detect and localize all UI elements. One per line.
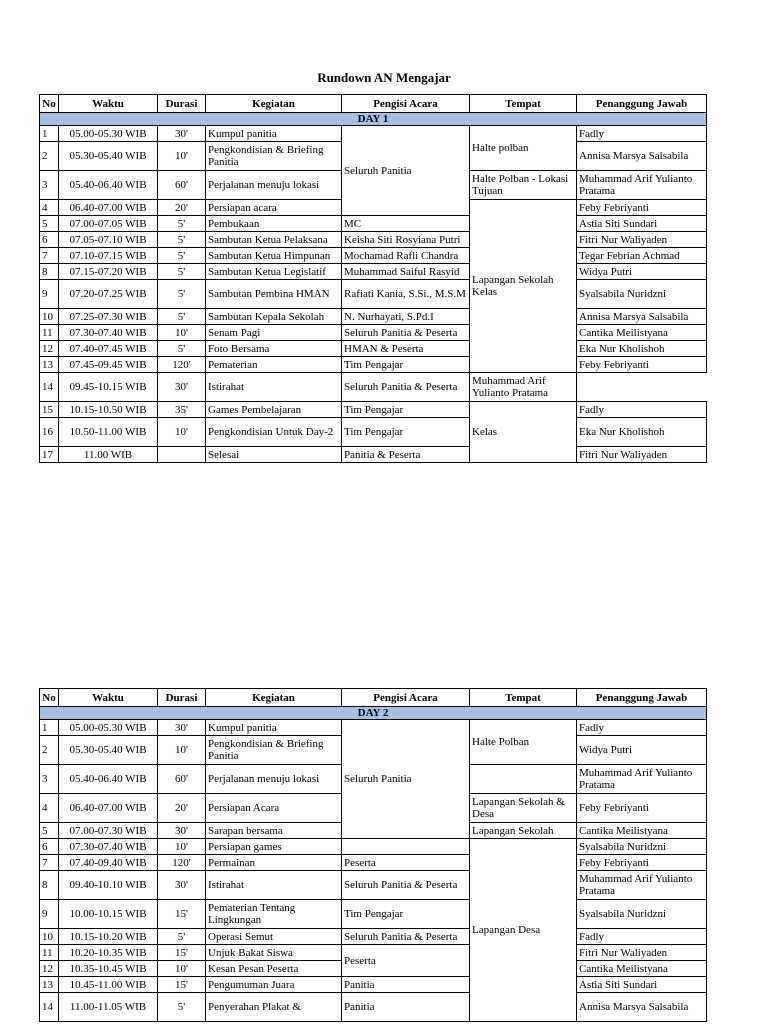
cell-waktu: 10.20-10.35 WIB (59, 945, 158, 961)
cell-durasi: 5' (158, 280, 206, 309)
cell-no: 10 (40, 929, 59, 945)
cell-no: 13 (40, 977, 59, 993)
cell-no: 5 (40, 823, 59, 839)
cell-durasi: 15' (158, 977, 206, 993)
cell-kegiatan: Kumpul panitia (206, 126, 342, 142)
cell-waktu: 11.00 WIB (59, 447, 158, 463)
cell-penanggung-jawab: Widya Putri (577, 736, 707, 765)
table-row (40, 977, 707, 993)
cell-waktu: 10.15-10.20 WIB (59, 929, 158, 945)
cell-kegiatan: Pengkondisian & Briefing Panitia (206, 736, 342, 765)
cell-waktu: 07.30-07.40 WIB (59, 839, 158, 855)
header-kegiatan: Kegiatan (206, 689, 342, 707)
cell-no: 2 (40, 142, 59, 171)
table-row (40, 855, 707, 871)
cell-penanggung-jawab: Astia Siti Sundari (577, 977, 707, 993)
cell-durasi: 35' (158, 402, 206, 418)
cell-pengisi-acara: Seluruh Panitia & Peserta (342, 325, 470, 341)
cell-waktu: 05.40-06.40 WIB (59, 171, 158, 200)
cell-kegiatan: Istirahat (206, 373, 342, 402)
cell-penanggung-jawab: Feby Febriyanti (577, 794, 707, 823)
cell-pengisi-acara: Mochamad Rafli Chandra (342, 248, 470, 264)
day-row (40, 707, 707, 720)
table-header-row (40, 689, 707, 707)
cell-waktu: 10.35-10.45 WIB (59, 961, 158, 977)
cell-durasi: 5' (158, 216, 206, 232)
cell-no: 6 (40, 839, 59, 855)
cell-kegiatan: Perjalanan menuju lokasi (206, 765, 342, 794)
cell-pengisi-acara-empty (342, 839, 470, 855)
cell-waktu: 05.30-05.40 WIB (59, 142, 158, 171)
cell-pengisi-acara: Seluruh Panitia & Peserta (342, 373, 470, 402)
cell-penanggung-jawab: Feby Febriyanti (577, 855, 707, 871)
cell-waktu: 07.40-07.45 WIB (59, 341, 158, 357)
cell-no: 14 (40, 993, 59, 1022)
table-row (40, 232, 707, 248)
cell-pengisi-acara: Muhammad Saiful Rasyid (342, 264, 470, 280)
cell-penanggung-jawab: Fadly (577, 126, 707, 142)
cell-durasi: 15' (158, 900, 206, 929)
cell-penanggung-jawab: Muhammad Arif Yulianto Pratama (577, 171, 707, 200)
cell-waktu: 10.45-11.00 WIB (59, 977, 158, 993)
cell-no: 9 (40, 280, 59, 309)
cell-kegiatan: Istirahat (206, 871, 342, 900)
cell-kegiatan: Games Pembelajaran (206, 402, 342, 418)
cell-durasi: 15' (158, 945, 206, 961)
cell-penanggung-jawab: Annisa Marsya Salsabila (577, 142, 707, 171)
cell-waktu: 05.40-06.40 WIB (59, 765, 158, 794)
cell-tempat: Lapangan Sekolah & Desa (470, 794, 577, 823)
cell-pengisi-acara: Rafiati Kania, S.Si., M.S.M (342, 280, 470, 309)
cell-tempat: Lapangan Sekolah Kelas (470, 200, 577, 373)
cell-pengisi-acara: Tim Pengajar (342, 900, 470, 929)
cell-waktu: 09.45-10.15 WIB (59, 373, 158, 402)
cell-waktu: 05.00-05.30 WIB (59, 720, 158, 736)
cell-tempat: Halte Polban - Lokasi Tujuan (470, 171, 577, 200)
table-row (40, 402, 707, 418)
cell-pengisi-acara: Tim Pengajar (342, 402, 470, 418)
cell-waktu: 07.20-07.25 WIB (59, 280, 158, 309)
cell-waktu: 11.00-11.05 WIB (59, 993, 158, 1022)
cell-no: 3 (40, 171, 59, 200)
cell-no: 13 (40, 357, 59, 373)
cell-no: 7 (40, 855, 59, 871)
cell-no: 17 (40, 447, 59, 463)
cell-durasi: 10' (158, 325, 206, 341)
cell-kegiatan: Kesan Pesan Peserta (206, 961, 342, 977)
cell-kegiatan: Persiapan acara (206, 200, 342, 216)
cell-no: 15 (40, 402, 59, 418)
table-row (40, 264, 707, 280)
cell-pengisi-acara: Panitia (342, 977, 470, 993)
table-row (40, 248, 707, 264)
header-durasi: Durasi (158, 689, 206, 707)
table-row (40, 418, 707, 447)
cell-kegiatan: Sambutan Ketua Himpunan (206, 248, 342, 264)
cell-penanggung-jawab: Annisa Marsya Salsabila (577, 309, 707, 325)
cell-penanggung-jawab: Fitri Nur Waliyaden (577, 945, 707, 961)
cell-no: 12 (40, 961, 59, 977)
cell-penanggung-jawab: Annisa Marsya Salsabila (577, 993, 707, 1022)
cell-waktu: 07.00-07.30 WIB (59, 823, 158, 839)
cell-penanggung-jawab: Cantika Meilistyana (577, 325, 707, 341)
cell-tempat: Lapangan Sekolah (470, 823, 577, 839)
cell-kegiatan: Foto Bersama (206, 341, 342, 357)
cell-pengisi-acara: Tim Pengajar (342, 418, 470, 447)
cell-pengisi-acara: Tim Pengajar (342, 357, 470, 373)
cell-pengisi-acara: Peserta (342, 945, 470, 977)
cell-kegiatan: Pengkondisian Untuk Day-2 (206, 418, 342, 447)
cell-durasi: 10' (158, 961, 206, 977)
table-row (40, 280, 707, 309)
cell-penanggung-jawab: Muhammad Arif Yulianto Pratama (470, 373, 577, 402)
cell-kegiatan: Perjalanan menuju lokasi (206, 171, 342, 200)
cell-waktu: 07.40-09.40 WIB (59, 855, 158, 871)
cell-penanggung-jawab: Fitri Nur Waliyaden (577, 232, 707, 248)
cell-durasi: 5' (158, 309, 206, 325)
cell-durasi: 10' (158, 142, 206, 171)
table-row (40, 720, 707, 736)
cell-waktu: 10.50-11.00 WIB (59, 418, 158, 447)
cell-kegiatan: Pematerian Tentang Lingkungan (206, 900, 342, 929)
cell-kegiatan: Persiapan games (206, 839, 342, 855)
cell-waktu: 05.30-05.40 WIB (59, 736, 158, 765)
cell-no: 11 (40, 945, 59, 961)
table-row (40, 447, 707, 463)
cell-no: 7 (40, 248, 59, 264)
cell-penanggung-jawab: Eka Nur Kholishoh (577, 418, 707, 447)
cell-waktu: 07.15-07.20 WIB (59, 264, 158, 280)
cell-tempat-empty (470, 765, 577, 794)
cell-waktu: 06.40-07.00 WIB (59, 200, 158, 216)
header-durasi: Durasi (158, 95, 206, 113)
cell-tempat: Halte polban (470, 126, 577, 171)
table-row (40, 126, 707, 142)
cell-pengisi-acara: Seluruh Panitia (342, 720, 470, 839)
cell-durasi: 10' (158, 839, 206, 855)
cell-waktu: 09.40-10.10 WIB (59, 871, 158, 900)
cell-pengisi-acara: N. Nurhayati, S.Pd.I (342, 309, 470, 325)
cell-no: 6 (40, 232, 59, 248)
cell-penanggung-jawab: Cantika Meilistyana (577, 961, 707, 977)
cell-penanggung-jawab: Syalsabila Nuridzni (577, 839, 707, 855)
header-waktu: Waktu (59, 689, 158, 707)
cell-durasi: 30' (158, 126, 206, 142)
cell-no: 4 (40, 794, 59, 823)
cell-no: 5 (40, 216, 59, 232)
document-title: Rundown AN Mengajar (317, 70, 451, 85)
cell-kegiatan: Pematerian (206, 357, 342, 373)
cell-no: 14 (40, 373, 59, 402)
cell-kegiatan: Penyerahan Plakat & (206, 993, 342, 1022)
cell-penanggung-jawab: Eka Nur Kholishoh (577, 341, 707, 357)
cell-durasi: 20' (158, 794, 206, 823)
cell-penanggung-jawab: Cantika Meilistyana (577, 823, 707, 839)
cell-durasi: 10' (158, 736, 206, 765)
header-penanggung-jawab: Penanggung Jawab (577, 95, 707, 113)
cell-penanggung-jawab: Fadly (577, 929, 707, 945)
cell-penanggung-jawab: Widya Putri (577, 264, 707, 280)
cell-no: 3 (40, 765, 59, 794)
cell-durasi: 20' (158, 200, 206, 216)
table-row (40, 309, 707, 325)
cell-no: 9 (40, 900, 59, 929)
cell-kegiatan: Sambutan Kepala Sekolah (206, 309, 342, 325)
cell-durasi: 120' (158, 855, 206, 871)
cell-no: 8 (40, 871, 59, 900)
cell-pengisi-acara: Peserta (342, 855, 470, 871)
cell-durasi: 5' (158, 993, 206, 1022)
cell-durasi: 120' (158, 357, 206, 373)
cell-penanggung-jawab: Tegar Febrian Achmad (577, 248, 707, 264)
cell-no: 12 (40, 341, 59, 357)
cell-no: 8 (40, 264, 59, 280)
table-row (40, 871, 707, 900)
header-waktu: Waktu (59, 95, 158, 113)
day-label: DAY 2 (40, 707, 707, 720)
cell-pengisi-acara: Seluruh Panitia & Peserta (342, 929, 470, 945)
cell-waktu: 07.45-09.45 WIB (59, 357, 158, 373)
table-row (40, 929, 707, 945)
cell-pengisi-acara: Seluruh Panitia (342, 126, 470, 216)
cell-waktu: 05.00-05.30 WIB (59, 126, 158, 142)
cell-penanggung-jawab: Muhammad Arif Yulianto Pratama (577, 871, 707, 900)
cell-durasi (158, 447, 206, 463)
cell-waktu: 07.25-07.30 WIB (59, 309, 158, 325)
table-row (40, 945, 707, 961)
table-row (40, 216, 707, 232)
cell-durasi: 5' (158, 264, 206, 280)
cell-durasi: 5' (158, 248, 206, 264)
cell-waktu: 07.05-07.10 WIB (59, 232, 158, 248)
cell-waktu: 07.00-07.05 WIB (59, 216, 158, 232)
cell-pengisi-acara: Panitia (342, 993, 470, 1022)
table-row (40, 325, 707, 341)
table-row (40, 341, 707, 357)
cell-pengisi-acara: Seluruh Panitia & Peserta (342, 871, 470, 900)
table-row (40, 357, 707, 373)
header-no: No (40, 689, 59, 707)
cell-waktu: 07.30-07.40 WIB (59, 325, 158, 341)
cell-durasi: 60' (158, 765, 206, 794)
cell-penanggung-jawab: Feby Febriyanti (577, 357, 707, 373)
table-row (40, 373, 707, 402)
cell-kegiatan: Selesai (206, 447, 342, 463)
cell-waktu: 10.00-10.15 WIB (59, 900, 158, 929)
cell-penanggung-jawab: Astia Siti Sundari (577, 216, 707, 232)
cell-penanggung-jawab: Fitri Nur Waliyaden (577, 447, 707, 463)
cell-penanggung-jawab: Syalsabila Nuridzni (577, 280, 707, 309)
cell-no: 4 (40, 200, 59, 216)
cell-pengisi-acara: HMAN & Peserta (342, 341, 470, 357)
cell-no: 1 (40, 720, 59, 736)
cell-kegiatan: Sambutan Pembina HMAN (206, 280, 342, 309)
cell-penanggung-jawab: Fadly (577, 720, 707, 736)
cell-durasi: 5' (158, 929, 206, 945)
cell-pengisi-acara: Panitia & Peserta (342, 447, 470, 463)
cell-no: 11 (40, 325, 59, 341)
header-penanggung-jawab: Penanggung Jawab (577, 689, 707, 707)
cell-durasi: 60' (158, 171, 206, 200)
table-row (40, 993, 707, 1022)
header-tempat: Tempat (470, 689, 577, 707)
rundown-table-day-1 (39, 94, 707, 463)
cell-waktu: 10.15-10.50 WIB (59, 402, 158, 418)
cell-pengisi-acara: MC (342, 216, 470, 232)
cell-kegiatan: Permainan (206, 855, 342, 871)
day-row (40, 113, 707, 126)
cell-kegiatan: Sambutan Ketua Pelaksana (206, 232, 342, 248)
cell-penanggung-jawab: Syalsabila Nuridzni (577, 900, 707, 929)
cell-kegiatan: Unjuk Bakat Siswa (206, 945, 342, 961)
cell-no: 2 (40, 736, 59, 765)
cell-tempat: Kelas (470, 402, 577, 463)
cell-kegiatan: Pengkondisian & Briefing Panitia (206, 142, 342, 171)
cell-waktu: 06.40-07.00 WIB (59, 794, 158, 823)
table-row (40, 900, 707, 929)
day-label: DAY 1 (40, 113, 707, 126)
header-no: No (40, 95, 59, 113)
rundown-table-day-2 (39, 688, 707, 1022)
cell-pengisi-acara: Keisha Siti Rosyiana Putri (342, 232, 470, 248)
header-tempat: Tempat (470, 95, 577, 113)
cell-durasi: 30' (158, 720, 206, 736)
cell-kegiatan: Senam Pagi (206, 325, 342, 341)
cell-kegiatan: Persiapan Acara (206, 794, 342, 823)
cell-kegiatan: Kumpul panitia (206, 720, 342, 736)
cell-kegiatan: Sarapan bersama (206, 823, 342, 839)
cell-tempat: Halte Polban (470, 720, 577, 765)
cell-durasi: 30' (158, 871, 206, 900)
cell-durasi: 30' (158, 373, 206, 402)
cell-penanggung-jawab: Fadly (577, 402, 707, 418)
cell-kegiatan: Sambutan Ketua Legislatif (206, 264, 342, 280)
cell-no: 1 (40, 126, 59, 142)
header-kegiatan: Kegiatan (206, 95, 342, 113)
cell-durasi: 5' (158, 232, 206, 248)
cell-no: 16 (40, 418, 59, 447)
cell-durasi: 5' (158, 341, 206, 357)
cell-kegiatan: Pembukaan (206, 216, 342, 232)
cell-tempat: Lapangan Desa (470, 839, 577, 1022)
cell-penanggung-jawab: Muhammad Arif Yulianto Pratama (577, 765, 707, 794)
cell-no: 10 (40, 309, 59, 325)
cell-kegiatan: Operasi Semut (206, 929, 342, 945)
header-pengisi-acara: Pengisi Acara (342, 95, 470, 113)
cell-penanggung-jawab: Feby Febriyanti (577, 200, 707, 216)
cell-durasi: 10' (158, 418, 206, 447)
table-header-row (40, 95, 707, 113)
header-pengisi-acara: Pengisi Acara (342, 689, 470, 707)
table-row (40, 839, 707, 855)
cell-durasi: 30' (158, 823, 206, 839)
cell-waktu: 07.10-07.15 WIB (59, 248, 158, 264)
cell-kegiatan: Pengumuman Juara (206, 977, 342, 993)
